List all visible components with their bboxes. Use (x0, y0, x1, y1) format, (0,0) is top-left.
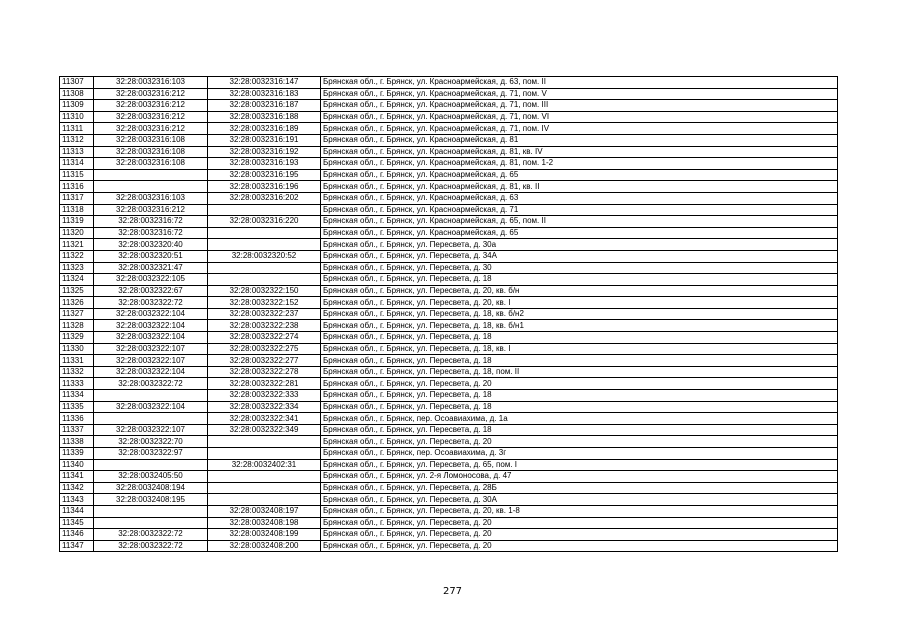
cadastral-number-cell: 32:28:0032316:212 (94, 123, 208, 135)
row-number-cell: 11342 (60, 482, 94, 494)
cadastral-number-cell (94, 413, 208, 425)
table-row (60, 285, 838, 297)
address-cell: Брянская обл., г. Брянск, ул. Пересвета, д. 30 (321, 262, 838, 274)
cadastral-number-2-cell: 32:28:0032322:152 (208, 297, 321, 309)
address-cell: Брянская обл., г. Брянск, ул. Пересвета, д. 20 (321, 436, 838, 448)
table-row (60, 192, 838, 204)
address-cell: Брянская обл., г. Брянск, ул. Красноармейская, д. 81 (321, 134, 838, 146)
cadastral-number-cell (94, 459, 208, 471)
table-row (60, 123, 838, 135)
row-number-cell: 11322 (60, 250, 94, 262)
cadastral-number-cell: 32:28:0032322:107 (94, 343, 208, 355)
table-row (60, 320, 838, 332)
row-number-cell: 11339 (60, 448, 94, 460)
address-cell: Брянская обл., г. Брянск, ул. Пересвета, д. 30а (321, 239, 838, 251)
table-row (60, 169, 838, 181)
cadastral-number-2-cell: 32:28:0032322:274 (208, 332, 321, 344)
cadastral-number-cell: 32:28:0032316:212 (94, 204, 208, 216)
row-number-cell: 11308 (60, 88, 94, 100)
cadastral-number-cell: 32:28:0032322:72 (94, 529, 208, 541)
cadastral-number-cell: 32:28:0032316:212 (94, 100, 208, 112)
table-row (60, 77, 838, 89)
address-cell: Брянская обл., г. Брянск, ул. Пересвета, д. 18 (321, 401, 838, 413)
address-cell: Брянская обл., г. Брянск, ул. Красноармейская, д. 71, пом. III (321, 100, 838, 112)
row-number-cell: 11307 (60, 77, 94, 89)
address-cell: Брянская обл., г. Брянск, ул. Пересвета, д. 18 (321, 424, 838, 436)
address-cell: Брянская обл., г. Брянск, ул. Красноармейская, д. 63 (321, 192, 838, 204)
cadastral-number-cell: 32:28:0032322:97 (94, 448, 208, 460)
cadastral-number-2-cell: 32:28:0032322:281 (208, 378, 321, 390)
property-table (59, 76, 838, 552)
address-cell: Брянская обл., г. Брянск, ул. Пересвета, д. 20 (321, 517, 838, 529)
address-cell: Брянская обл., г. Брянск, ул. Пересвета, д. 18, пом. II (321, 366, 838, 378)
row-number-cell: 11314 (60, 158, 94, 170)
cadastral-number-cell: 32:28:0032322:104 (94, 320, 208, 332)
row-number-cell: 11321 (60, 239, 94, 251)
table-row (60, 216, 838, 228)
cadastral-number-cell: 32:28:0032322:72 (94, 378, 208, 390)
table-row (60, 100, 838, 112)
row-number-cell: 11323 (60, 262, 94, 274)
cadastral-number-2-cell (208, 471, 321, 483)
row-number-cell: 11328 (60, 320, 94, 332)
table-row (60, 204, 838, 216)
row-number-cell: 11327 (60, 308, 94, 320)
address-cell: Брянская обл., г. Брянск, ул. 2-я Ломоносова, д. 47 (321, 471, 838, 483)
table-row (60, 529, 838, 541)
row-number-cell: 11337 (60, 424, 94, 436)
table-row (60, 482, 838, 494)
table-row (60, 146, 838, 158)
cadastral-number-2-cell: 32:28:0032322:334 (208, 401, 321, 413)
table-row (60, 436, 838, 448)
cadastral-number-cell (94, 517, 208, 529)
cadastral-number-2-cell (208, 494, 321, 506)
cadastral-number-2-cell: 32:28:0032402:31 (208, 459, 321, 471)
cadastral-number-cell: 32:28:0032322:104 (94, 366, 208, 378)
row-number-cell: 11329 (60, 332, 94, 344)
row-number-cell: 11315 (60, 169, 94, 181)
address-cell: Брянская обл., г. Брянск, ул. Красноармейская, д. 81, пом. 1-2 (321, 158, 838, 170)
row-number-cell: 11343 (60, 494, 94, 506)
row-number-cell: 11311 (60, 123, 94, 135)
table-row (60, 158, 838, 170)
address-cell: Брянская обл., г. Брянск, ул. Пересвета, д. 30А (321, 494, 838, 506)
cadastral-number-2-cell: 32:28:0032316:196 (208, 181, 321, 193)
cadastral-number-2-cell: 32:28:0032322:150 (208, 285, 321, 297)
cadastral-number-cell: 32:28:0032322:105 (94, 274, 208, 286)
table-row (60, 448, 838, 460)
row-number-cell: 11330 (60, 343, 94, 355)
address-cell: Брянская обл., г. Брянск, ул. Красноармейская, д. 71, пом. IV (321, 123, 838, 135)
row-number-cell: 11346 (60, 529, 94, 541)
address-cell: Брянская обл., г. Брянск, ул. Пересвета, д. 20 (321, 378, 838, 390)
row-number-cell: 11320 (60, 227, 94, 239)
table-row (60, 413, 838, 425)
cadastral-number-2-cell (208, 262, 321, 274)
table-row (60, 494, 838, 506)
address-cell: Брянская обл., г. Брянск, ул. Красноармейская, д. 65 (321, 227, 838, 239)
cadastral-number-2-cell: 32:28:0032322:333 (208, 390, 321, 402)
row-number-cell: 11331 (60, 355, 94, 367)
cadastral-number-2-cell: 32:28:0032408:198 (208, 517, 321, 529)
cadastral-number-cell: 32:28:0032316:72 (94, 227, 208, 239)
table-row (60, 471, 838, 483)
table-row (60, 401, 838, 413)
table-row (60, 332, 838, 344)
cadastral-number-2-cell (208, 436, 321, 448)
cadastral-number-2-cell: 32:28:0032320:52 (208, 250, 321, 262)
address-cell: Брянская обл., г. Брянск, ул. Красноармейская, д. 65 (321, 169, 838, 181)
cadastral-number-cell (94, 169, 208, 181)
address-cell: Брянская обл., г. Брянск, ул. Красноармейская, д. 71, пом. VI (321, 111, 838, 123)
cadastral-number-2-cell: 32:28:0032408:197 (208, 505, 321, 517)
cadastral-number-2-cell: 32:28:0032322:277 (208, 355, 321, 367)
cadastral-number-cell: 32:28:0032320:40 (94, 239, 208, 251)
cadastral-number-cell: 32:28:0032316:72 (94, 216, 208, 228)
row-number-cell: 11318 (60, 204, 94, 216)
table-row (60, 308, 838, 320)
address-cell: Брянская обл., г. Брянск, ул. Пересвета, д. 20 (321, 529, 838, 541)
address-cell: Брянская обл., г. Брянск, ул. Пересвета, д. 20, кв. б/н (321, 285, 838, 297)
address-cell: Брянская обл., г. Брянск, ул. Красноармейская, д. 63, пом. II (321, 77, 838, 89)
address-cell: Брянская обл., г. Брянск, ул. Пересвета, д. 18 (321, 390, 838, 402)
cadastral-number-cell: 32:28:0032316:103 (94, 192, 208, 204)
address-cell: Брянская обл., г. Брянск, ул. Пересвета, д. 20 (321, 540, 838, 552)
cadastral-number-2-cell: 32:28:0032322:275 (208, 343, 321, 355)
cadastral-number-cell (94, 505, 208, 517)
cadastral-number-cell: 32:28:0032322:107 (94, 355, 208, 367)
cadastral-number-cell: 32:28:0032316:212 (94, 111, 208, 123)
table-row (60, 378, 838, 390)
table-row (60, 366, 838, 378)
table-row (60, 239, 838, 251)
table-row (60, 134, 838, 146)
table-row (60, 274, 838, 286)
table-row (60, 390, 838, 402)
cadastral-number-2-cell: 32:28:0032322:349 (208, 424, 321, 436)
cadastral-number-cell: 32:28:0032316:103 (94, 77, 208, 89)
cadastral-number-2-cell: 32:28:0032316:192 (208, 146, 321, 158)
cadastral-number-cell: 32:28:0032408:194 (94, 482, 208, 494)
cadastral-number-cell: 32:28:0032405:50 (94, 471, 208, 483)
row-number-cell: 11341 (60, 471, 94, 483)
table-row (60, 262, 838, 274)
cadastral-number-cell: 32:28:0032316:212 (94, 88, 208, 100)
cadastral-number-2-cell: 32:28:0032316:202 (208, 192, 321, 204)
row-number-cell: 11344 (60, 505, 94, 517)
table-row (60, 343, 838, 355)
address-cell: Брянская обл., г. Брянск, ул. Пересвета, д. 20, кв. I (321, 297, 838, 309)
cadastral-number-2-cell: 32:28:0032408:200 (208, 540, 321, 552)
row-number-cell: 11338 (60, 436, 94, 448)
cadastral-number-cell: 32:28:0032322:70 (94, 436, 208, 448)
table-row (60, 505, 838, 517)
cadastral-number-2-cell: 32:28:0032322:341 (208, 413, 321, 425)
cadastral-number-cell: 32:28:0032322:72 (94, 297, 208, 309)
cadastral-number-2-cell: 32:28:0032316:147 (208, 77, 321, 89)
cadastral-number-2-cell: 32:28:0032316:188 (208, 111, 321, 123)
cadastral-number-cell: 32:28:0032322:104 (94, 308, 208, 320)
row-number-cell: 11332 (60, 366, 94, 378)
cadastral-number-2-cell: 32:28:0032316:191 (208, 134, 321, 146)
cadastral-number-2-cell: 32:28:0032322:238 (208, 320, 321, 332)
row-number-cell: 11336 (60, 413, 94, 425)
cadastral-number-cell: 32:28:0032321:47 (94, 262, 208, 274)
cadastral-number-cell: 32:28:0032316:108 (94, 134, 208, 146)
cadastral-number-2-cell: 32:28:0032322:278 (208, 366, 321, 378)
address-cell: Брянская обл., г. Брянск, ул. Пересвета, д. 18, кв. I (321, 343, 838, 355)
row-number-cell: 11325 (60, 285, 94, 297)
address-cell: Брянская обл., г. Брянск, ул. Пересвета, д. 18, кв. б/н1 (321, 320, 838, 332)
cadastral-number-2-cell: 32:28:0032408:199 (208, 529, 321, 541)
cadastral-number-2-cell: 32:28:0032316:189 (208, 123, 321, 135)
address-cell: Брянская обл., г. Брянск, ул. Пересвета, д. 18, кв. б/н2 (321, 308, 838, 320)
table-row (60, 297, 838, 309)
table-row (60, 540, 838, 552)
table-row (60, 424, 838, 436)
address-cell: Брянская обл., г. Брянск, ул. Красноармейская, д. 71, пом. V (321, 88, 838, 100)
row-number-cell: 11334 (60, 390, 94, 402)
row-number-cell: 11326 (60, 297, 94, 309)
cadastral-number-cell: 32:28:0032316:108 (94, 146, 208, 158)
cadastral-number-cell (94, 181, 208, 193)
cadastral-number-2-cell: 32:28:0032316:183 (208, 88, 321, 100)
address-cell: Брянская обл., г. Брянск, ул. Красноармейская, д. 65, пом. II (321, 216, 838, 228)
address-cell: Брянская обл., г. Брянск, ул. Пересвета, д. 65, пом. I (321, 459, 838, 471)
table-body (60, 77, 838, 552)
row-number-cell: 11333 (60, 378, 94, 390)
cadastral-number-2-cell (208, 227, 321, 239)
table-row (60, 181, 838, 193)
row-number-cell: 11340 (60, 459, 94, 471)
cadastral-number-2-cell: 32:28:0032316:195 (208, 169, 321, 181)
address-cell: Брянская обл., г. Брянск, ул. Красноармейская, д. 81, кв. IV (321, 146, 838, 158)
address-cell: Брянская обл., г. Брянск, ул. Пересвета, д. 28Б (321, 482, 838, 494)
address-cell: Брянская обл., г. Брянск, ул. Пересвета, д. 18 (321, 274, 838, 286)
table-row (60, 88, 838, 100)
cadastral-number-cell: 32:28:0032322:72 (94, 540, 208, 552)
address-cell: Брянская обл., г. Брянск, ул. Пересвета, д. 18 (321, 332, 838, 344)
page-number: 277 (442, 586, 463, 597)
cadastral-number-2-cell: 32:28:0032322:237 (208, 308, 321, 320)
table-row (60, 250, 838, 262)
cadastral-number-cell: 32:28:0032322:107 (94, 424, 208, 436)
row-number-cell: 11319 (60, 216, 94, 228)
table-row (60, 517, 838, 529)
cadastral-number-cell: 32:28:0032322:104 (94, 401, 208, 413)
address-cell: Брянская обл., г. Брянск, пер. Осоавиахима, д. 1а (321, 413, 838, 425)
row-number-cell: 11309 (60, 100, 94, 112)
table-row (60, 459, 838, 471)
address-cell: Брянская обл., г. Брянск, ул. Пересвета, д. 34А (321, 250, 838, 262)
cadastral-number-2-cell (208, 448, 321, 460)
address-cell: Брянская обл., г. Брянск, ул. Пересвета, д. 20, кв. 1-8 (321, 505, 838, 517)
row-number-cell: 11312 (60, 134, 94, 146)
address-cell: Брянская обл., г. Брянск, пер. Осоавиахима, д. 3г (321, 448, 838, 460)
cadastral-number-cell (94, 390, 208, 402)
cadastral-number-2-cell (208, 239, 321, 251)
row-number-cell: 11345 (60, 517, 94, 529)
address-cell: Брянская обл., г. Брянск, ул. Красноармейская, д. 71 (321, 204, 838, 216)
table-row (60, 355, 838, 367)
cadastral-number-2-cell: 32:28:0032316:187 (208, 100, 321, 112)
row-number-cell: 11313 (60, 146, 94, 158)
table-row (60, 111, 838, 123)
cadastral-number-cell: 32:28:0032320:51 (94, 250, 208, 262)
row-number-cell: 11347 (60, 540, 94, 552)
cadastral-number-cell: 32:28:0032408:195 (94, 494, 208, 506)
row-number-cell: 11310 (60, 111, 94, 123)
row-number-cell: 11324 (60, 274, 94, 286)
cadastral-number-2-cell (208, 274, 321, 286)
row-number-cell: 11316 (60, 181, 94, 193)
table-row (60, 227, 838, 239)
cadastral-number-2-cell: 32:28:0032316:193 (208, 158, 321, 170)
cadastral-number-cell: 32:28:0032316:108 (94, 158, 208, 170)
address-cell: Брянская обл., г. Брянск, ул. Пересвета, д. 18 (321, 355, 838, 367)
cadastral-number-2-cell: 32:28:0032316:220 (208, 216, 321, 228)
row-number-cell: 11335 (60, 401, 94, 413)
row-number-cell: 11317 (60, 192, 94, 204)
cadastral-number-2-cell (208, 204, 321, 216)
address-cell: Брянская обл., г. Брянск, ул. Красноармейская, д. 81, кв. II (321, 181, 838, 193)
cadastral-number-cell: 32:28:0032322:67 (94, 285, 208, 297)
cadastral-number-2-cell (208, 482, 321, 494)
cadastral-number-cell: 32:28:0032322:104 (94, 332, 208, 344)
